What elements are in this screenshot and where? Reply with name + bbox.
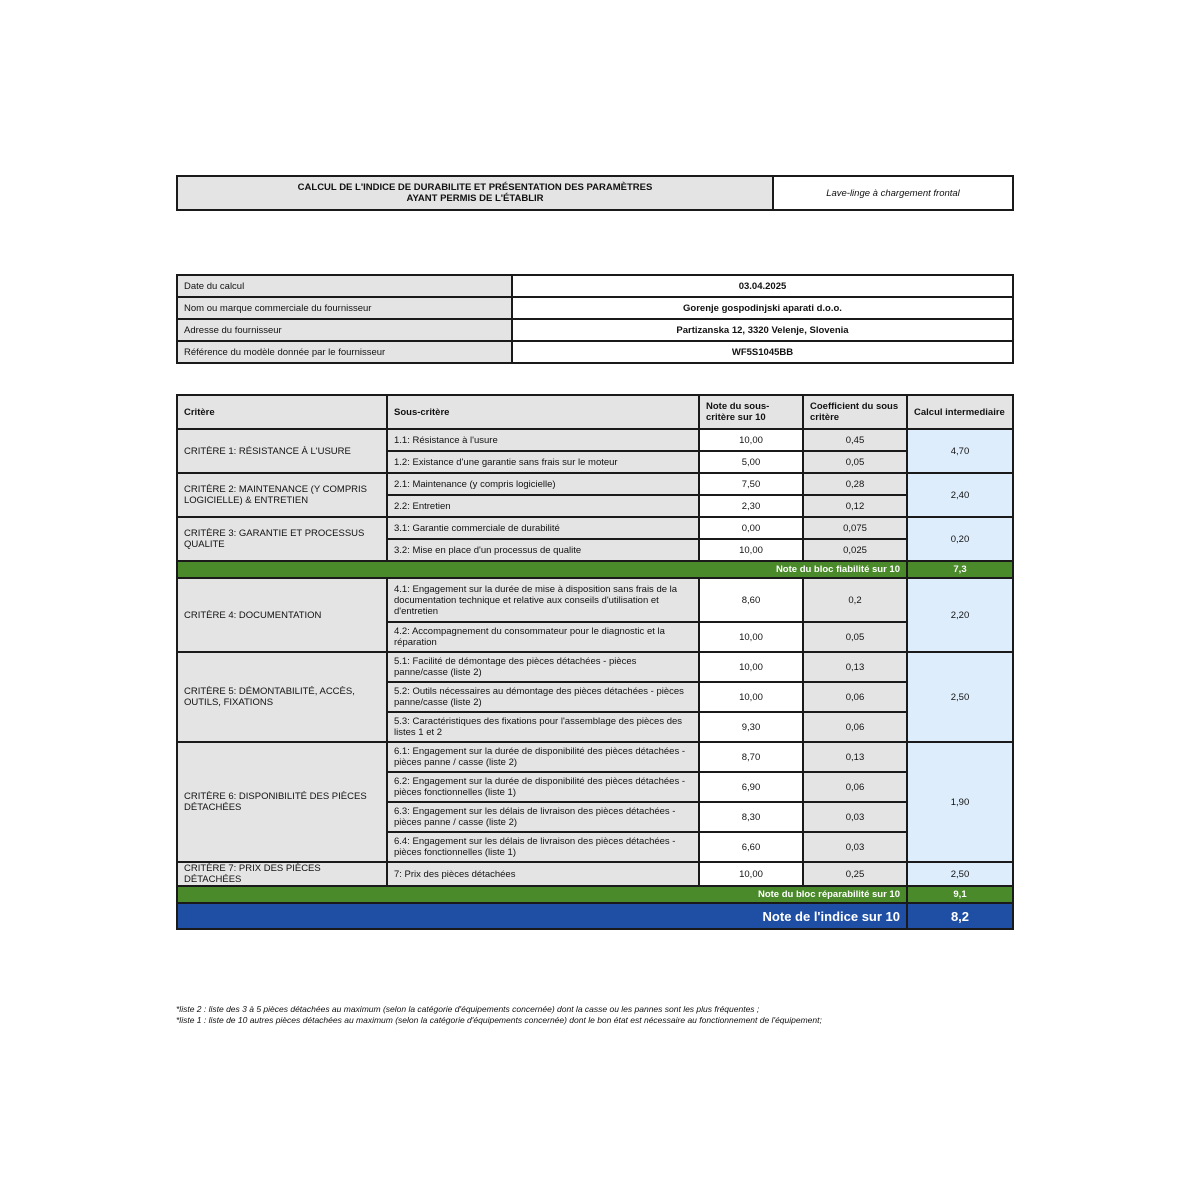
subcriterion-note: 6,60: [699, 832, 803, 862]
criterion-1-calc: 4,70: [907, 429, 1013, 473]
subcriterion-coefficient: 0,05: [803, 622, 907, 652]
header-coefficient: Coefficient du sous critère: [803, 395, 907, 429]
subcriterion-coefficient: 0,03: [803, 802, 907, 832]
header-calcul: Calcul intermediaire: [907, 395, 1013, 429]
criterion-1-name: CRITÈRE 1: RÉSISTANCE À L'USURE: [177, 429, 387, 473]
subcriterion-note: 10,00: [699, 652, 803, 682]
subcriterion-label: 2.2: Entretien: [387, 495, 699, 517]
model-label: Référence du modèle donnée par le fournisseur: [177, 341, 512, 363]
subcriterion-note: 5,00: [699, 451, 803, 473]
subcriterion-note: 6,90: [699, 772, 803, 802]
address-label: Adresse du fournisseur: [177, 319, 512, 341]
subcriterion-label: 4.1: Engagement sur la durée de mise à disposition sans frais de la documentation technique et relative aux conseils d'utilisation et d'entretien: [387, 578, 699, 622]
subcriterion-note: 2,30: [699, 495, 803, 517]
subcriterion-label: 5.2: Outils nécessaires au démontage des pièces détachées - pièces panne/casse (liste 2): [387, 682, 699, 712]
table-row: [177, 517, 1013, 539]
criterion-4-calc: 2,20: [907, 578, 1013, 652]
footnote-liste-2: *liste 2 : liste des 3 à 5 pièces détachées au maximum (selon la catégorie d'équipements concernée) dont la casse ou les pannes sont les plus fréquentes ;: [176, 1004, 760, 1014]
table-row: [177, 429, 1013, 451]
criterion-3-calc: 0,20: [907, 517, 1013, 561]
subcriterion-coefficient: 0,03: [803, 832, 907, 862]
subcriterion-note: 10,00: [699, 622, 803, 652]
indice-label: Note de l'indice sur 10: [177, 903, 907, 929]
subcriterion-note: 8,30: [699, 802, 803, 832]
subcriterion-label: 6.4: Engagement sur les délais de livraison des pièces détachées - pièces fonctionnelles (liste 1): [387, 832, 699, 862]
subcriterion-label: 3.2: Mise en place d'un processus de qualite: [387, 539, 699, 561]
footnote-liste-1: *liste 1 : liste de 10 autres pièces détachées au maximum (selon la catégorie d'équipements concernée) dont le bon état est nécessaire au fonctionnement de l'équipement;: [176, 1015, 822, 1025]
criteria-table: [176, 394, 1014, 930]
subcriterion-label: 2.1: Maintenance (y compris logicielle): [387, 473, 699, 495]
subcriterion-coefficient: 0,06: [803, 682, 907, 712]
criterion-4-name: CRITÈRE 4: DOCUMENTATION: [177, 578, 387, 652]
fiabilite-value: 7,3: [907, 561, 1013, 578]
product-type: Lave-linge à chargement frontal: [773, 176, 1013, 210]
subcriterion-coefficient: 0,075: [803, 517, 907, 539]
subcriterion-coefficient: 0,25: [803, 862, 907, 886]
subcriterion-label: 5.3: Caractéristiques des fixations pour l'assemblage des pièces des listes 1 et 2: [387, 712, 699, 742]
subcriterion-label: 6.3: Engagement sur les délais de livraison des pièces détachées - pièces panne / casse (liste 2): [387, 802, 699, 832]
reparabilite-value: 9,1: [907, 886, 1013, 903]
criterion-2-calc: 2,40: [907, 473, 1013, 517]
subcriterion-coefficient: 0,2: [803, 578, 907, 622]
table-row: [177, 652, 1013, 682]
subcriterion-label: 1.2: Existance d'une garantie sans frais sur le moteur: [387, 451, 699, 473]
fiabilite-label: Note du bloc fiabilité sur 10: [177, 561, 907, 578]
subcriterion-label: 6.1: Engagement sur la durée de disponibilité des pièces détachées - pièces panne / casse (liste 2): [387, 742, 699, 772]
subcriterion-label: 5.1: Facilité de démontage des pièces détachées - pièces panne/casse (liste 2): [387, 652, 699, 682]
criterion-3-name: CRITÈRE 3: GARANTIE ET PROCESSUS QUALITE: [177, 517, 387, 561]
reparabilite-label: Note du bloc réparabilité sur 10: [177, 886, 907, 903]
criterion-7-name: CRITÈRE 7: PRIX DES PIÈCES DÉTACHÉES: [177, 862, 387, 886]
subcriterion-coefficient: 0,13: [803, 652, 907, 682]
reparabilite-row: [177, 886, 1013, 903]
subcriterion-label: 3.1: Garantie commerciale de durabilité: [387, 517, 699, 539]
criterion-7-calc: 2,50: [907, 862, 1013, 886]
table-row: [177, 862, 1013, 886]
subcriterion-note: 10,00: [699, 539, 803, 561]
subcriterion-label: 4.2: Accompagnement du consommateur pour le diagnostic et la réparation: [387, 622, 699, 652]
subcriterion-note: 9,30: [699, 712, 803, 742]
header-critere: Critère: [177, 395, 387, 429]
table-row: [177, 742, 1013, 772]
subcriterion-note: 7,50: [699, 473, 803, 495]
info-table: [176, 274, 1014, 364]
criterion-6-calc: 1,90: [907, 742, 1013, 862]
document-title: [177, 176, 773, 210]
subcriterion-note: 8,60: [699, 578, 803, 622]
subcriterion-label: 6.2: Engagement sur la durée de disponibilité des pièces détachées - pièces fonctionnelles (liste 1): [387, 772, 699, 802]
header-table: [176, 175, 1014, 211]
subcriterion-coefficient: 0,06: [803, 712, 907, 742]
model-value: WF5S1045BB: [512, 341, 1013, 363]
fiabilite-row: [177, 561, 1013, 578]
subcriterion-note: 10,00: [699, 682, 803, 712]
header-note: Note du sous-critère sur 10: [699, 395, 803, 429]
subcriterion-note: 8,70: [699, 742, 803, 772]
supplier-label: Nom ou marque commerciale du fournisseur: [177, 297, 512, 319]
subcriterion-note: 10,00: [699, 862, 803, 886]
subcriterion-coefficient: 0,45: [803, 429, 907, 451]
criterion-5-calc: 2,50: [907, 652, 1013, 742]
subcriterion-label: 1.1: Résistance à l'usure: [387, 429, 699, 451]
subcriterion-coefficient: 0,28: [803, 473, 907, 495]
subcriterion-note: 0,00: [699, 517, 803, 539]
table-row: [177, 473, 1013, 495]
table-row: [177, 578, 1013, 622]
indice-row: [177, 903, 1013, 929]
header-sous-critere: Sous-critère: [387, 395, 699, 429]
criterion-5-name: CRITÈRE 5: DÉMONTABILITÉ, ACCÈS, OUTILS, FIXATIONS: [177, 652, 387, 742]
criterion-2-name: CRITÈRE 2: MAINTENANCE (Y COMPRIS LOGICIELLE) & ENTRETIEN: [177, 473, 387, 517]
supplier-value: Gorenje gospodinjski aparati d.o.o.: [512, 297, 1013, 319]
subcriterion-coefficient: 0,025: [803, 539, 907, 561]
address-value: Partizanska 12, 3320 Velenje, Slovenia: [512, 319, 1013, 341]
title-line-1: CALCUL DE L'INDICE DE DURABILITE ET PRÉSENTATION DES PARAMÈTRES: [297, 182, 653, 193]
date-label: Date du calcul: [177, 275, 512, 297]
title-line-2: AYANT PERMIS DE L'ÉTABLIR: [406, 193, 544, 204]
subcriterion-note: 10,00: [699, 429, 803, 451]
subcriterion-coefficient: 0,05: [803, 451, 907, 473]
subcriterion-coefficient: 0,12: [803, 495, 907, 517]
indice-value: 8,2: [907, 903, 1013, 929]
subcriterion-coefficient: 0,06: [803, 772, 907, 802]
subcriterion-coefficient: 0,13: [803, 742, 907, 772]
footnotes: [176, 1004, 822, 1026]
criterion-6-name: CRITÈRE 6: DISPONIBILITÉ DES PIÈCES DÉTACHÉES: [177, 742, 387, 862]
subcriterion-label: 7: Prix des pièces détachées: [387, 862, 699, 886]
date-value: 03.04.2025: [512, 275, 1013, 297]
